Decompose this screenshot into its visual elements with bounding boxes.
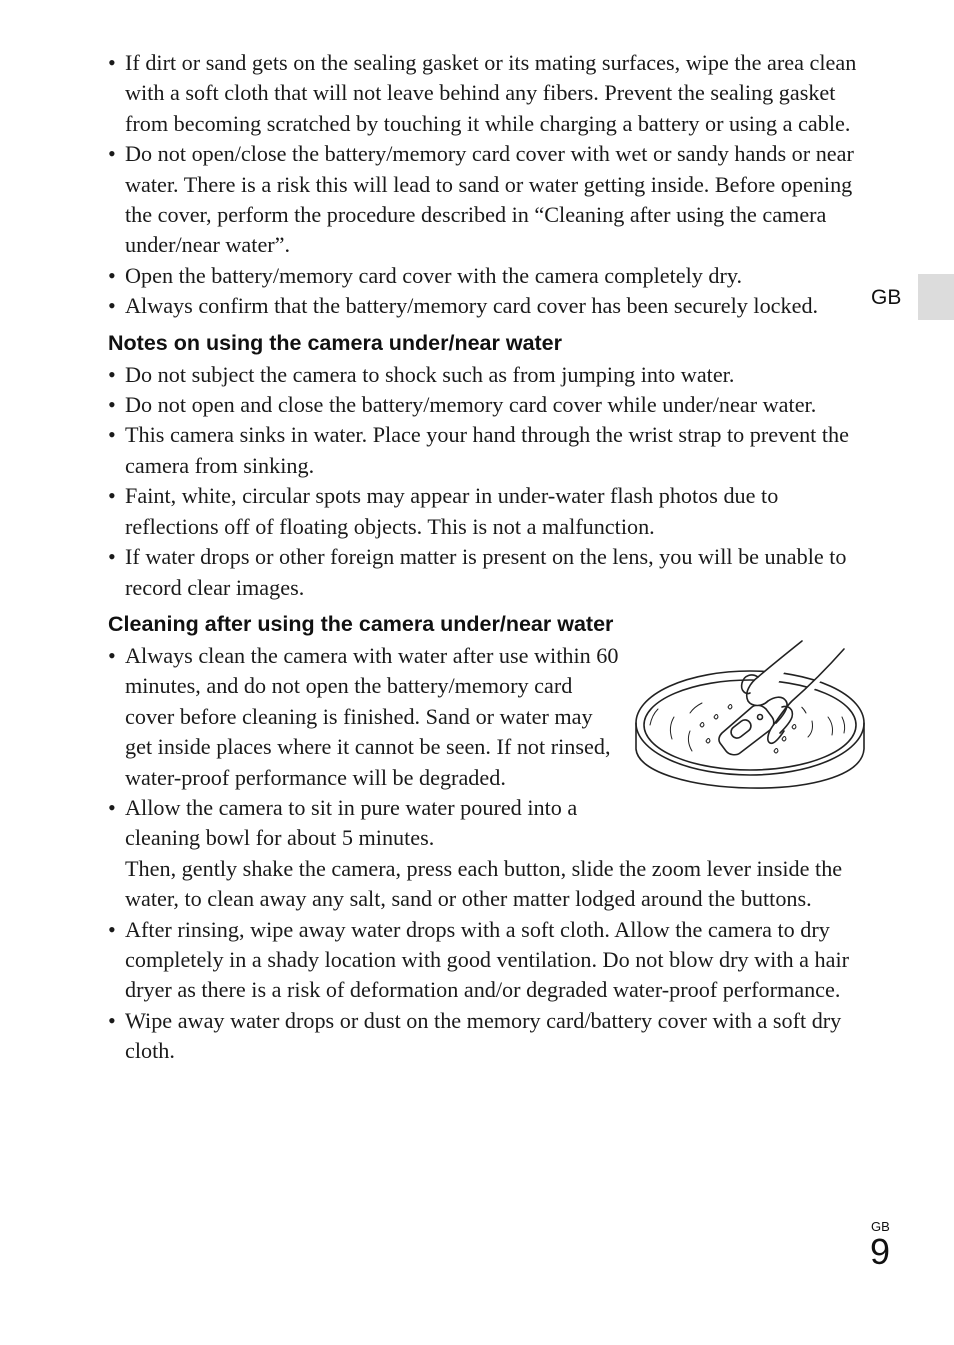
page-content (108, 48, 860, 1067)
list-item: • If water drops or other foreign matter is present on the lens, you will be unable to record clear images. (108, 542, 860, 603)
list-item: • This camera sinks in water. Place your hand through the wrist strap to prevent the camera from sinking. (108, 420, 860, 481)
bullet-text-part: Allow the camera to sit in pure water poured into a cleaning bowl for about 5 minutes. (125, 794, 578, 851)
bullet-text-continuation: Then, gently shake the camera, press each button, slide the zoom lever inside the water, to clean away any salt, sand or other matter lodged around the buttons. (125, 855, 843, 912)
list-item: • After rinsing, wipe away water drops with a soft cloth. Allow the camera to dry completely in a shady location with good ventilation. Do not blow dry with a hair dryer as there is a risk of deformation and/or degraded water-proof performance. (108, 915, 860, 1006)
list-item: • Faint, white, circular spots may appear in under-water flash photos due to reflections off of floating objects. This is not a malfunction. (108, 481, 860, 542)
list-item: • Wipe away water drops or dust on the memory card/battery cover with a soft dry cloth. (108, 1006, 860, 1067)
heading-cleaning: Cleaning after using the camera under/near water (108, 611, 614, 636)
list-item: • Do not subject the camera to shock such as from jumping into water. (108, 360, 860, 390)
cleaning-bullet-list (108, 641, 860, 1067)
under-water-bullet-list (108, 360, 860, 603)
list-item: • Open the battery/memory card cover with the camera completely dry. (108, 261, 860, 291)
list-item: • Do not open and close the battery/memory card cover while under/near water. (108, 390, 860, 420)
list-item: • Always clean the camera with water after use within 60 minutes, and do not open the battery/memory card cover before cleaning is finished. Sand or water may get inside places where it cannot be seen. If not rinsed, water-proof performance will be degraded. (108, 641, 860, 793)
intro-bullet-list (108, 48, 860, 322)
page-language-label: GB (871, 1219, 890, 1234)
page-number: 9 (870, 1231, 891, 1272)
list-item: • Always confirm that the battery/memory card cover has been securely locked. (108, 291, 860, 321)
list-item: • Do not open/close the battery/memory card cover with wet or sandy hands or near water. There is a risk this will lead to sand or water getting inside. Before opening the cover, perform the procedure described in “Cleaning after using the camera under/near water”. (108, 139, 860, 261)
language-tab-label: GB (871, 286, 902, 309)
side-tab-marker (918, 274, 954, 320)
list-item: • If dirt or sand gets on the sealing gasket or its mating surfaces, wipe the area clean with a soft cloth that will not leave behind any fibers. Prevent the sealing gasket from becoming scratched by touching it while charging a battery or using a cable. (108, 48, 860, 139)
cleaning-section (108, 641, 860, 1067)
list-item (108, 793, 860, 915)
heading-under-water: Notes on using the camera under/near water (108, 330, 563, 355)
